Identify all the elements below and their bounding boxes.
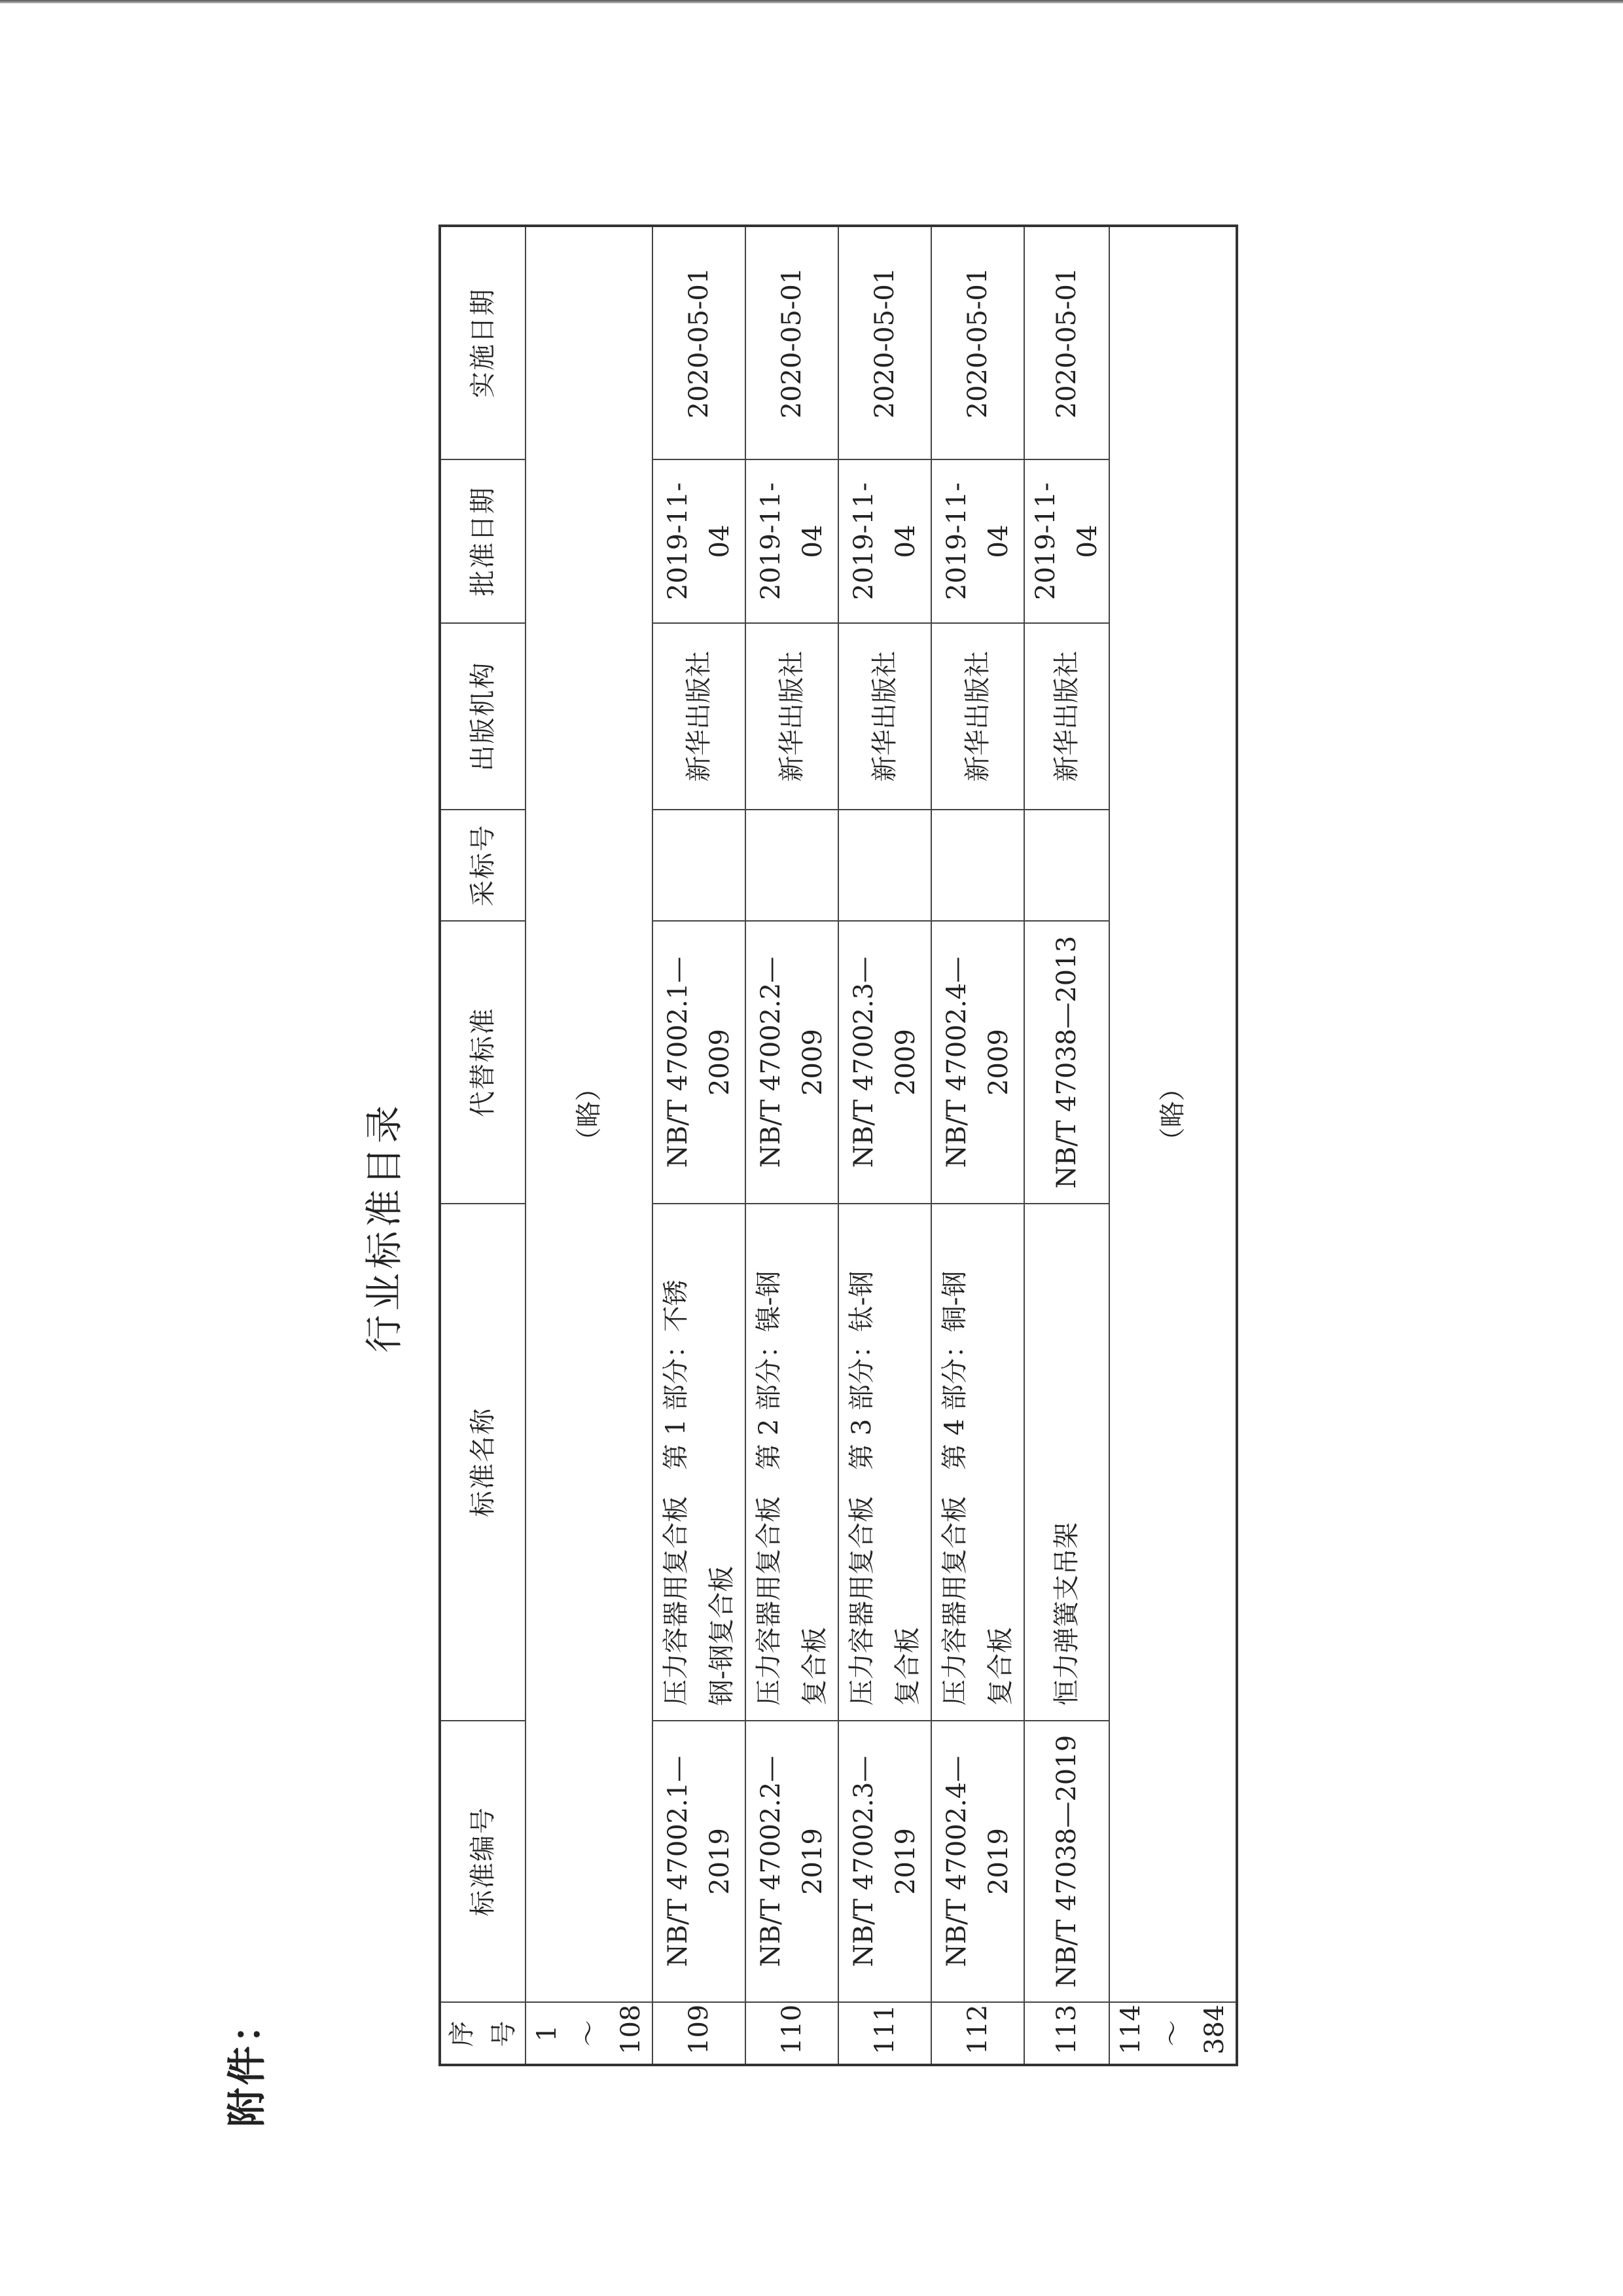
- header-no: 序号: [440, 2002, 526, 2065]
- row-name-line2: 复合板: [986, 1627, 1016, 1706]
- row-no: 110: [745, 2002, 838, 2065]
- row-approved: 2019-11-04: [1024, 459, 1109, 623]
- table-row: [1024, 226, 1109, 2065]
- row-publisher: 新华出版社: [838, 623, 931, 810]
- row-code: NB/T 47002.3—2019: [838, 1721, 931, 2002]
- row-approved: 2019-11-04: [745, 459, 838, 623]
- row-replaces: NB/T 47002.3—2009: [838, 921, 931, 1204]
- header-code: 标准编号: [440, 1721, 526, 2002]
- row-name-line1: 压力容器用复合板 第 3 部分：钛-钢: [847, 1270, 877, 1706]
- row-code: NB/T 47002.1—2019: [652, 1721, 745, 2002]
- row-name: [745, 1204, 838, 1721]
- omitted-note: （略）: [526, 226, 652, 2002]
- range-row: [1109, 226, 1237, 2065]
- row-replaces: NB/T 47002.2—2009: [745, 921, 838, 1204]
- row-publisher: 新华出版社: [745, 623, 838, 810]
- row-effective: 2020-05-01: [1024, 226, 1109, 459]
- header-approved: 批准日期: [440, 459, 526, 623]
- row-adopted: [838, 810, 931, 921]
- row-adopted: [652, 810, 745, 921]
- row-name-line1: 压力容器用复合板 第 4 部分：铜-钢: [940, 1270, 970, 1706]
- scan-edge: [0, 0, 1623, 3]
- header-row: [440, 226, 526, 2065]
- table-row: [931, 226, 1024, 2065]
- header-adopted: 采标号: [440, 810, 526, 921]
- row-code: NB/T 47002.2—2019: [745, 1721, 838, 2002]
- header-replaces: 代替标准: [440, 921, 526, 1204]
- rotated-page: [177, 183, 1230, 2147]
- row-no: 113: [1024, 2002, 1109, 2065]
- row-approved: 2019-11-04: [652, 459, 745, 623]
- omitted-note: （略）: [1109, 226, 1237, 2002]
- row-no: 111: [838, 2002, 931, 2065]
- row-code: NB/T 47002.4—2019: [931, 1721, 1024, 2002]
- row-name: [931, 1204, 1024, 1721]
- row-name-line1: 压力容器用复合板 第 2 部分：镍-钢: [754, 1270, 784, 1706]
- row-publisher: 新华出版社: [931, 623, 1024, 810]
- row-code: NB/T 47038—2019: [1024, 1721, 1109, 2002]
- row-approved: 2019-11-04: [931, 459, 1024, 623]
- table-row: [838, 226, 931, 2065]
- row-name-line2: 复合板: [800, 1627, 830, 1706]
- row-effective: 2020-05-01: [652, 226, 745, 459]
- row-adopted: [931, 810, 1024, 921]
- row-approved: 2019-11-04: [838, 459, 931, 623]
- row-publisher: 新华出版社: [1024, 623, 1109, 810]
- row-name: [838, 1204, 931, 1721]
- row-name-line2: 钢-钢复合板: [707, 1566, 737, 1706]
- row-name: 恒力弹簧支吊架: [1024, 1204, 1109, 1721]
- table-row: [745, 226, 838, 2065]
- row-name-line1: 压力容器用复合板 第 1 部分：不锈: [661, 1280, 691, 1706]
- table-row: [652, 226, 745, 2065]
- range-cell: 114～384: [1109, 2002, 1237, 2065]
- row-replaces: NB/T 47038—2013: [1024, 921, 1109, 1204]
- row-no: 112: [931, 2002, 1024, 2065]
- row-publisher: 新华出版社: [652, 623, 745, 810]
- range-row: [526, 226, 652, 2065]
- row-name: [652, 1204, 745, 1721]
- row-adopted: [745, 810, 838, 921]
- attachment-label: 附件：: [224, 2001, 270, 2127]
- standards-table: [438, 224, 1238, 2066]
- row-name-line2: 复合板: [893, 1627, 923, 1706]
- page-title: 行业标准目录: [362, 1102, 406, 1354]
- row-adopted: [1024, 810, 1109, 921]
- row-replaces: NB/T 47002.4—2009: [931, 921, 1024, 1204]
- row-effective: 2020-05-01: [838, 226, 931, 459]
- row-replaces: NB/T 47002.1—2009: [652, 921, 745, 1204]
- header-effective: 实施日期: [440, 226, 526, 459]
- row-effective: 2020-05-01: [931, 226, 1024, 459]
- row-no: 109: [652, 2002, 745, 2065]
- range-cell: 1～108: [526, 2002, 652, 2065]
- header-publisher: 出版机构: [440, 623, 526, 810]
- header-name: 标准名称: [440, 1204, 526, 1721]
- row-effective: 2020-05-01: [745, 226, 838, 459]
